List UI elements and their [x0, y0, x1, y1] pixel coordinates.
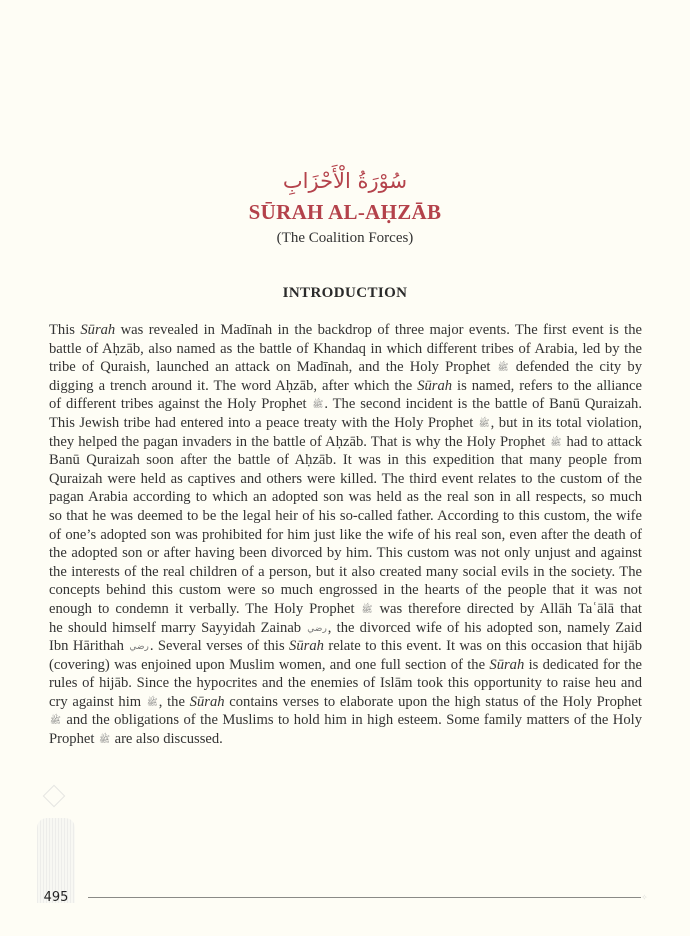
honorific-female-icon: رضي	[307, 623, 327, 634]
surah-subtitle: (The Coalition Forces)	[276, 230, 414, 246]
text-line: enough to condemn it verbally. The Holy Prophet ﷺ was therefore directed by Allāh Taʿālā that	[49, 600, 642, 619]
text-line: Ibn Hārithah رضي. Several verses of this Sūrah relate to this event. It was on this occasion that hijāb	[49, 637, 642, 656]
text-line: he should himself marry Sayyidah Zainab رضي, the divorced wife of his adopted son, namely Zaid	[49, 619, 642, 638]
footer-divider	[88, 897, 641, 898]
text-line: tribe of Quraish, launched an attack on Madīnah, and the Holy Prophet ﷺ defended the city by	[49, 358, 642, 377]
text-line: This Sūrah was revealed in Madīnah in the backdrop of three major events. The first event is the	[49, 322, 642, 338]
text-line: This Jewish tribe had entered into a peace treaty with the Holy Prophet ﷺ, but in its total violation,	[49, 414, 642, 433]
text-line: pagan Arabia according to which an adopted son was held as the real son in all respects, so much	[49, 489, 642, 506]
page-number: 495	[43, 890, 69, 905]
surah-title: SŪRAH AL-AḤZĀB	[248, 200, 442, 224]
diamond-ornament-icon	[43, 785, 66, 808]
italic-term: Sūrah	[289, 638, 324, 655]
text-line: concepts behind this custom were so much engrossed in the hearts of the people that it was not	[49, 582, 642, 599]
arabic-surah-title: سُوْرَةُ الْأَحْزَابِ	[282, 169, 408, 193]
text-line: so that he was deemed to be the legal heir of his so-called father. According to this custom, the wife	[49, 507, 642, 524]
honorific-icon: ﷺ	[312, 400, 324, 411]
text-line: rules of hijāb. Since the hypocrites and the enemies of Islām took this opportunity to raise heu and	[49, 675, 642, 692]
introduction-paragraph	[49, 321, 642, 749]
text-line: battle of Aḥzāb, also named as the battle of Khandaq in which different tribes of Arabia, led by the	[49, 340, 642, 357]
honorific-icon: ﷺ	[497, 363, 509, 374]
honorific-icon: ﷺ	[99, 735, 110, 746]
text-line: cry against him ﷺ, the Sūrah contains verses to elaborate upon the high status of the Holy Prophet	[49, 693, 642, 712]
honorific-icon: ﷺ	[550, 437, 562, 448]
text-line: (covering) was enjoined upon Muslim women, and one full section of the Sūrah is dedicated for the	[49, 656, 642, 673]
honorific-icon: ﷺ	[50, 716, 61, 727]
honorific-male-companion-icon: رضي	[129, 642, 149, 653]
text-line: of different tribes against the Holy Prophet ﷺ. The second incident is the battle of Banū Quraizah.	[49, 395, 642, 414]
text-line: ﷺ and the obligations of the Muslims to hold him in high esteem. Some family matters of the Holy	[49, 711, 642, 730]
footer-mark-icon: ✧	[641, 893, 648, 902]
text-line: Banū Quraizah soon after the battle of Aḥzāb. It was in this expedition that many people from	[49, 452, 642, 469]
text-line: they helped the pagan invaders in the battle of Aḥzāb. That is why the Holy Prophet ﷺ had to attack	[49, 433, 642, 452]
text-line: the interests of the real children of a person, but it also created many social evils in the society. The	[49, 563, 642, 580]
honorific-icon: ﷺ	[478, 418, 490, 429]
honorific-icon: ﷺ	[361, 604, 373, 615]
text-line: Prophet ﷺ are also discussed.	[49, 730, 642, 749]
text-line: the adopted son or after having been divorced by him. This custom was not only unjust and against	[49, 545, 642, 562]
text-line: of one’s adopted son was prohibited for him just like the wife of his real son, even after the death of	[49, 526, 642, 543]
text-line: Quraizah were held as captives and others were killed. The third event relates to the custom of the	[49, 470, 642, 487]
italic-term: Sūrah	[489, 656, 525, 673]
italic-term: Sūrah	[80, 322, 116, 338]
italic-term: Sūrah	[417, 377, 453, 394]
italic-term: Sūrah	[189, 693, 225, 710]
section-heading: INTRODUCTION	[282, 285, 408, 301]
honorific-icon: ﷺ	[146, 697, 158, 708]
text-line: digging a trench around it. The word Aḥzāb, after which the Sūrah is named, refers to the alliance	[49, 377, 642, 394]
